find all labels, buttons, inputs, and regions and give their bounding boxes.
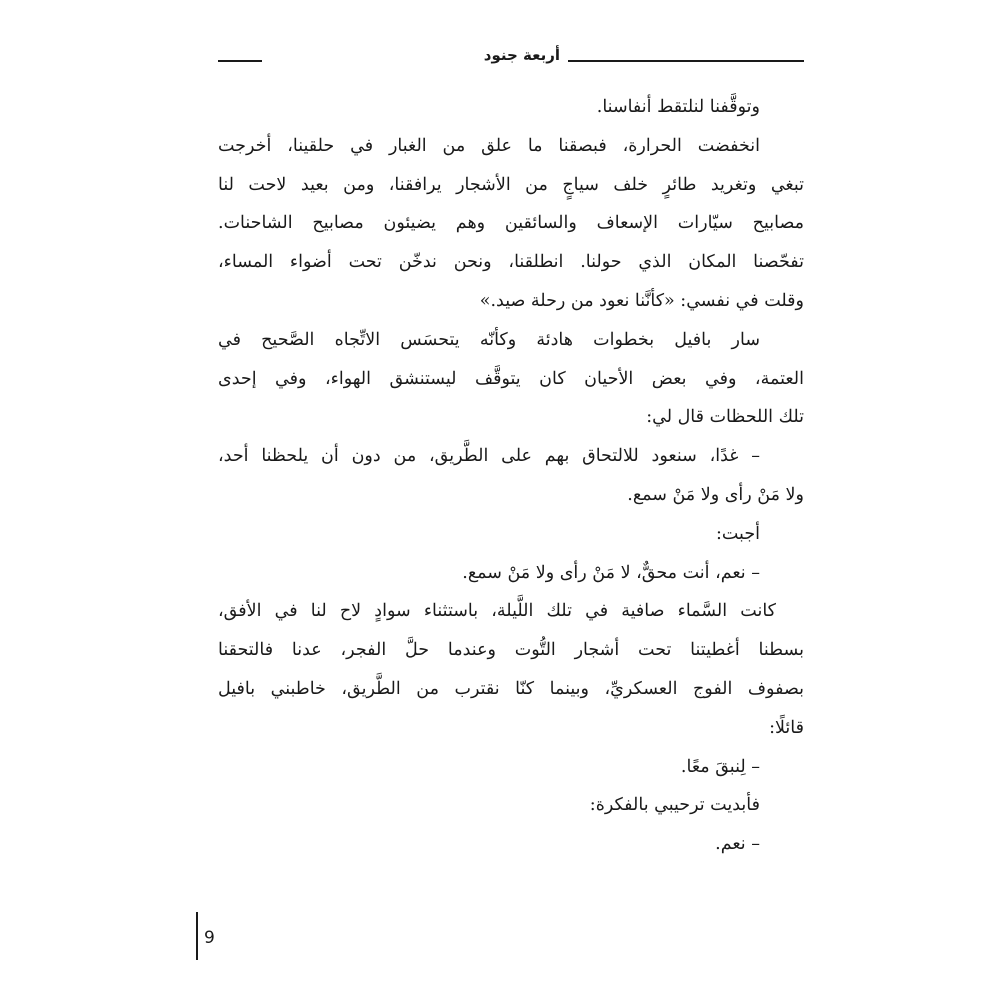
footer-rule: [196, 912, 198, 960]
text-line: – نعم، أنت محقٌّ، لا مَنْ رأى ولا مَنْ سمع.: [462, 562, 760, 583]
text-line: – نعم.: [715, 834, 760, 855]
text-line: العتمة، وفي بعض الأحيان كان يتوقَّف ليستنشق الهواء، وفي إحدى: [218, 368, 804, 389]
text-line: تبغي وتغريد طائرٍ خلف سياجٍ من الأشجار يرافقنا، ومن بعيد لاحت لنا: [218, 174, 804, 195]
text-line: مصابيح سيّارات الإسعاف والسائقين وهم يضيئون مصابيح الشاحنات.: [218, 213, 804, 234]
page-body: [218, 88, 804, 864]
text-line: سار بافيل بخطوات هادئة وكأنّه يتحسَس الاتِّجاه الصَّحيح في: [218, 329, 760, 350]
text-line: انخفضت الحرارة، فبصقنا ما علق من الغبار في حلقينا، أخرجت: [218, 135, 760, 156]
text-line: تفحّصنا المكان الذي حولنا. انطلقنا، ونحن ندخّن تحت أضواء المساء،: [218, 252, 804, 273]
text-line: – لِنبقَ معًا.: [680, 756, 760, 777]
text-line: كانت السَّماء صافية في تلك اللَّيلة، باستثناء سوادٍ لاح لنا في الأفق،: [218, 601, 776, 622]
text-line: وتوقَّفنا لنلتقط أنفاسنا.: [596, 97, 760, 117]
text-line: فأبديت ترحيبي بالفكرة:: [589, 795, 760, 816]
text-line: ولا مَنْ رأى ولا مَنْ سمع.: [627, 484, 804, 505]
text-line: بسطنا أغطيتنا تحت أشجار التُّوت وعندما حلَّ الفجر، عدنا فالتحقنا: [218, 640, 804, 661]
text-line: وقلت في نفسي: «كأنَّنا نعود من رحلة صيد.»: [479, 290, 804, 311]
header-rule-left: [218, 60, 262, 62]
running-header: [218, 44, 804, 74]
text-line: – غدًا، سنعود للالتحاق بهم على الطَّريق، من دون أن يلحظنا أحد،: [218, 446, 760, 467]
page-number: 9: [204, 928, 215, 948]
text-line: قائلًا:: [769, 717, 804, 738]
text-line: أجبت:: [715, 523, 760, 544]
text-line: تلك اللحظات قال لي:: [646, 407, 804, 428]
header-rule-right: [568, 60, 804, 62]
text-line: بصفوف الفوج العسكريِّ، وبينما كنّا نقترب من الطَّريق، خاطبني بافيل: [218, 678, 804, 699]
book-title: أربعة جنود: [483, 46, 560, 64]
